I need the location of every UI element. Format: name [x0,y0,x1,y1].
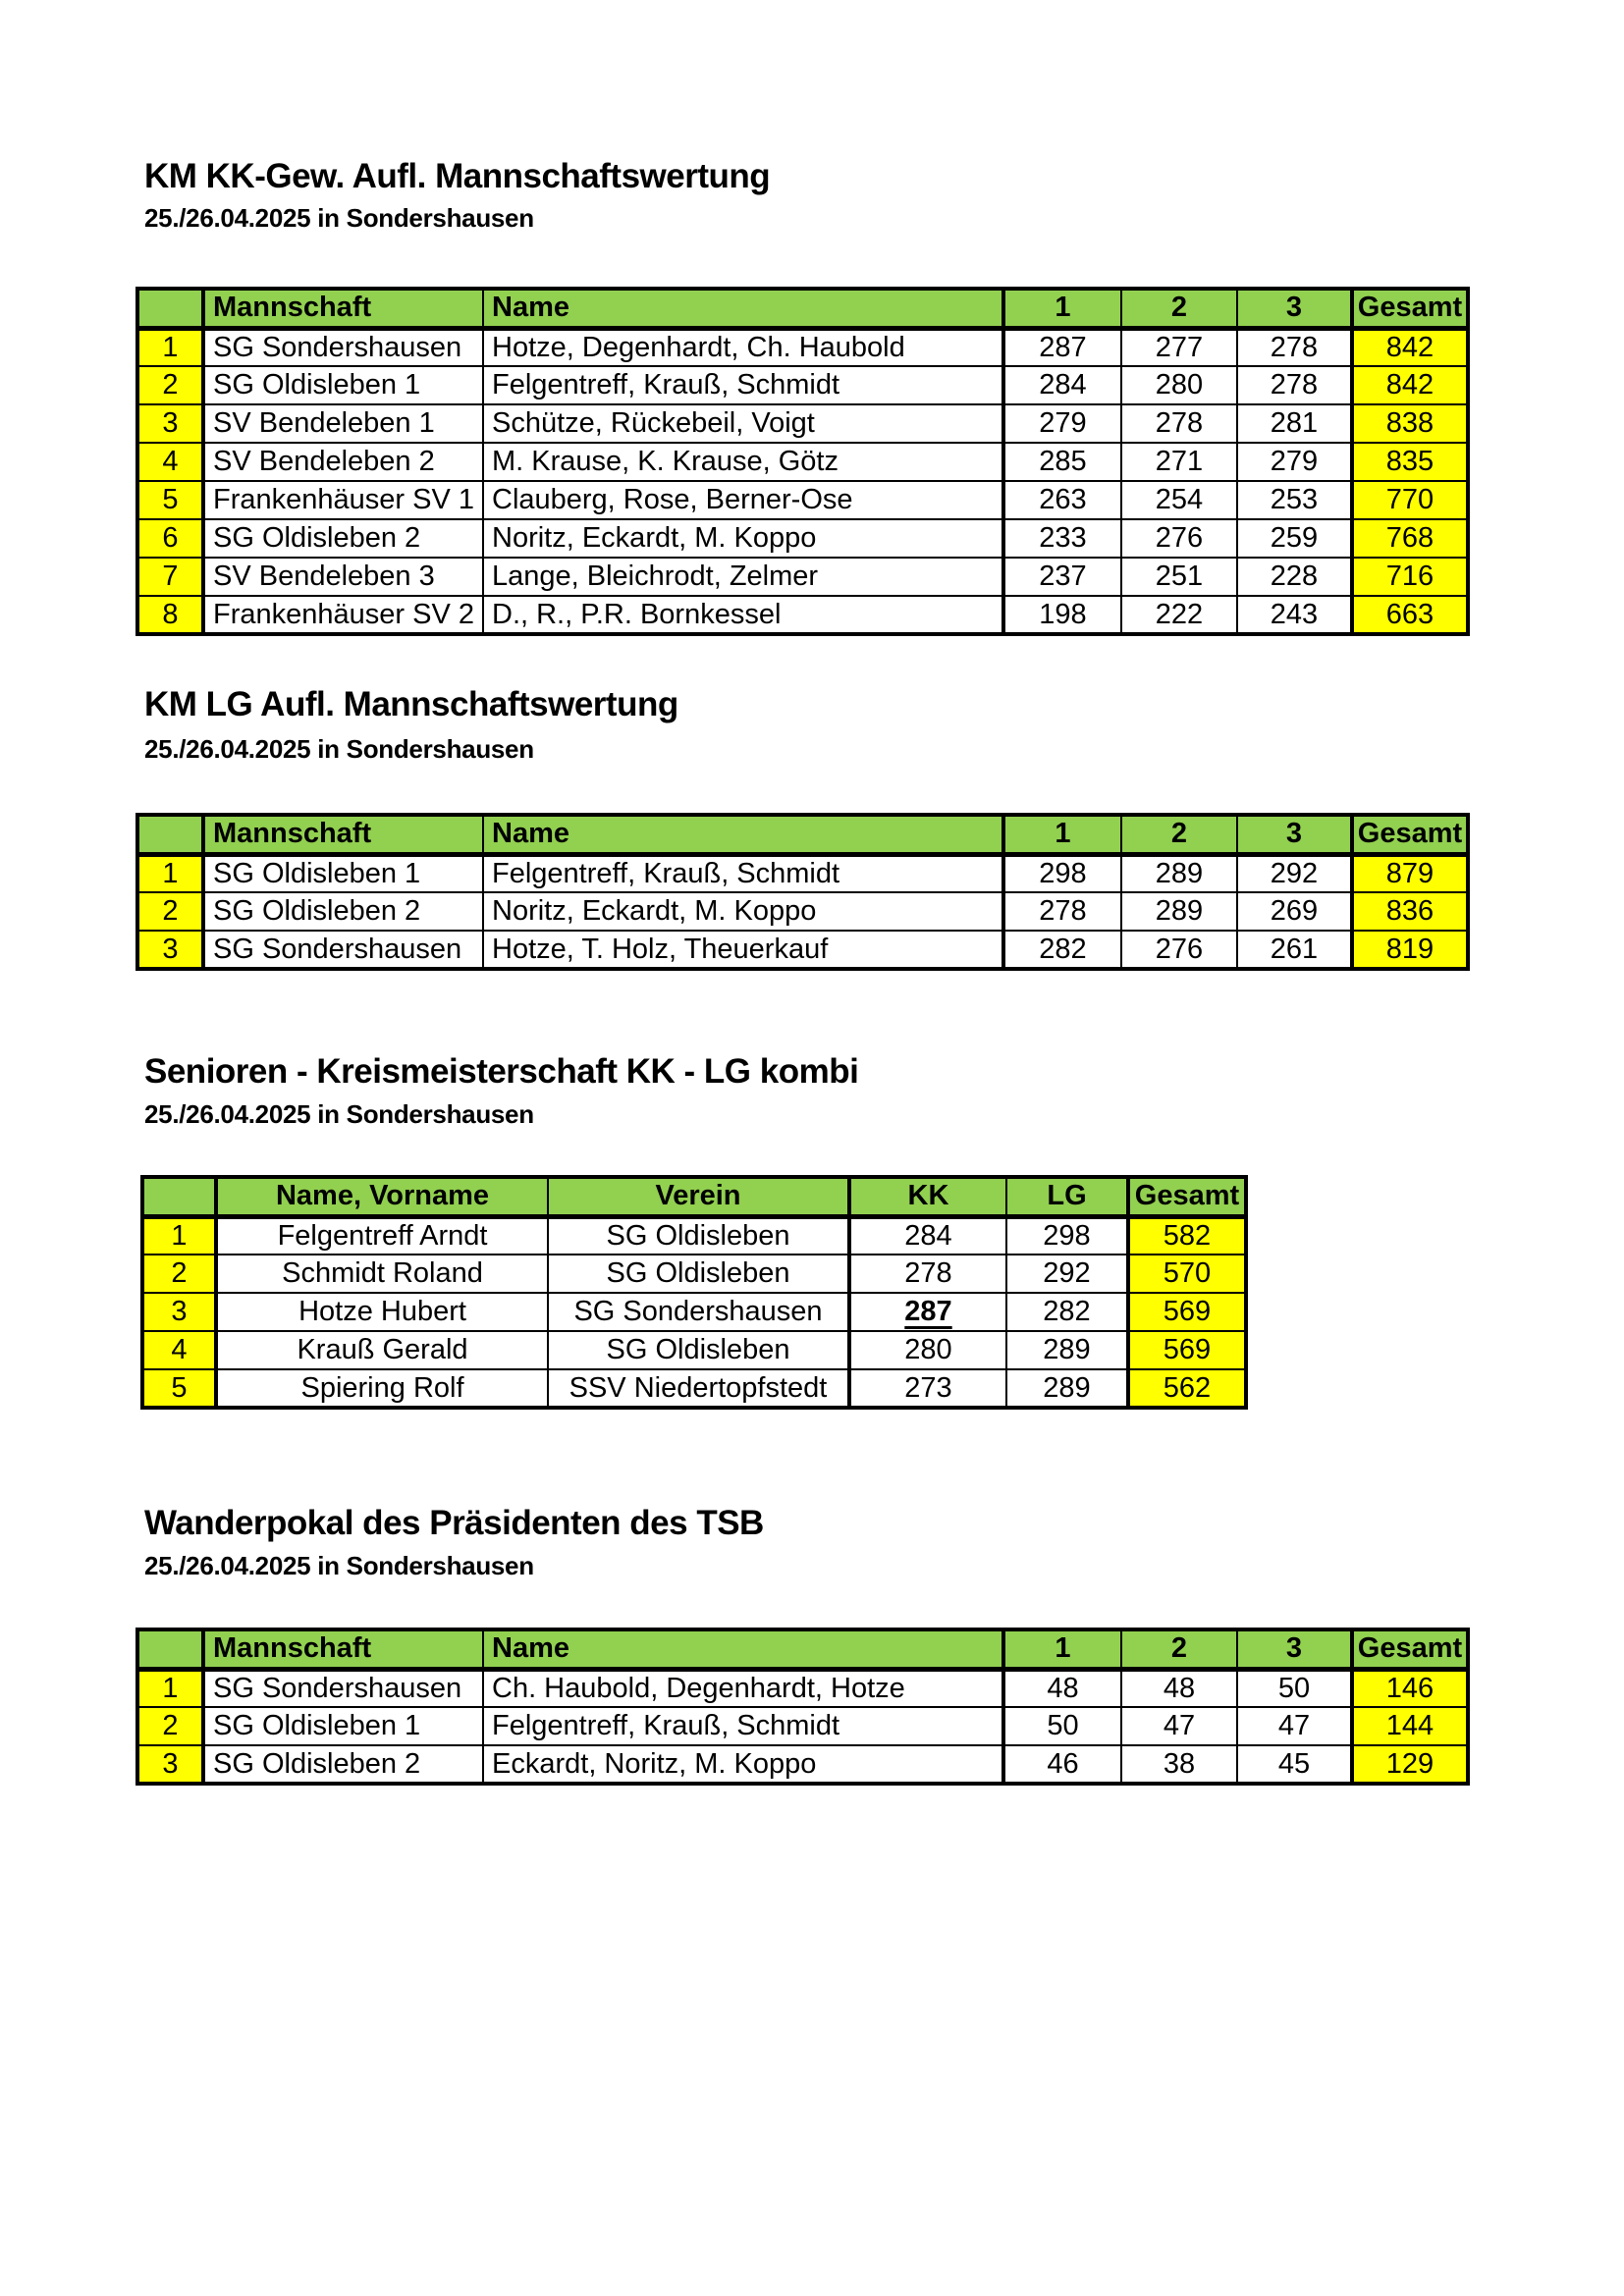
series3-cell: 278 [1237,366,1352,404]
section-subtitle-wanderpokal: 25./26.04.2025 in Sondershausen [144,1551,534,1580]
kk-cell: 280 [849,1331,1006,1369]
gesamt-header: Gesamt [1352,1629,1468,1669]
gesamt-cell: 144 [1352,1707,1468,1745]
rank-cell: 8 [137,596,203,634]
verein-cell: SSV Niedertopfstedt [548,1369,849,1408]
kk-header: KK [849,1177,1006,1216]
series2-cell: 38 [1121,1745,1237,1784]
series2-cell: 280 [1121,366,1237,404]
rank-cell: 4 [137,443,203,481]
name-cell: Noritz, Eckardt, M. Koppo [483,892,1003,931]
section-title-wanderpokal: Wanderpokal des Präsidenten des TSB [144,1504,764,1542]
mannschaft-cell: SG Oldisleben 2 [203,1745,483,1784]
gesamt-cell: 582 [1128,1216,1246,1255]
header-row [137,289,1468,328]
series3-cell: 243 [1237,596,1352,634]
gesamt-cell: 819 [1352,931,1468,969]
series1-cell: 287 [1003,328,1121,366]
kk-cell: 284 [849,1216,1006,1255]
table-km-kk-mannschaftswertung [135,287,1470,636]
gesamt-cell: 838 [1352,404,1468,443]
section-subtitle-senioren: 25./26.04.2025 in Sondershausen [144,1099,534,1129]
mannschaft-cell: SV Bendeleben 3 [203,558,483,596]
series2-cell: 254 [1121,481,1237,519]
name-cell: Schütze, Rückebeil, Voigt [483,404,1003,443]
rank-header [142,1177,216,1216]
series3-cell: 50 [1237,1669,1352,1707]
table-row [137,481,1468,519]
table-row [137,1669,1468,1707]
rank-cell: 3 [137,404,203,443]
series2-cell: 271 [1121,443,1237,481]
name-cell: Noritz, Eckardt, M. Koppo [483,519,1003,558]
table-row [142,1331,1246,1369]
name-vorname-cell: Hotze Hubert [216,1293,548,1331]
lg-cell: 289 [1006,1331,1128,1369]
verein-cell: SG Oldisleben [548,1331,849,1369]
mannschaft-cell: SV Bendeleben 2 [203,443,483,481]
kk-cell: 273 [849,1369,1006,1408]
verein-cell: SG Sondershausen [548,1293,849,1331]
table-row [142,1369,1246,1408]
name-cell: D., R., P.R. Bornkessel [483,596,1003,634]
series1-cell: 278 [1003,892,1121,931]
series3-cell: 281 [1237,404,1352,443]
series3-cell: 47 [1237,1707,1352,1745]
mannschaft-cell: SG Oldisleben 1 [203,366,483,404]
series2-cell: 277 [1121,328,1237,366]
series2-cell: 278 [1121,404,1237,443]
mannschaft-cell: SG Sondershausen [203,931,483,969]
section-subtitle-km-lg: 25./26.04.2025 in Sondershausen [144,734,534,764]
gesamt-cell: 663 [1352,596,1468,634]
section-subtitle-km-kk: 25./26.04.2025 in Sondershausen [144,203,534,233]
verein-cell: SG Oldisleben [548,1216,849,1255]
rank-header [137,289,203,328]
series1-cell: 48 [1003,1669,1121,1707]
series1-header: 1 [1003,1629,1121,1669]
series3-cell: 269 [1237,892,1352,931]
series2-cell: 251 [1121,558,1237,596]
table-row [137,328,1468,366]
section-title-km-lg: KM LG Aufl. Mannschaftswertung [144,685,678,723]
rank-cell: 6 [137,519,203,558]
series1-cell: 282 [1003,931,1121,969]
name-cell: Felgentreff, Krauß, Schmidt [483,854,1003,892]
table-wanderpokal [135,1628,1470,1786]
mannschaft-cell: SG Oldisleben 1 [203,1707,483,1745]
series1-cell: 279 [1003,404,1121,443]
series3-header: 3 [1237,815,1352,854]
name-header: Name [483,815,1003,854]
lg-cell: 282 [1006,1293,1128,1331]
table-row [137,519,1468,558]
table-row [137,366,1468,404]
rank-cell: 5 [142,1369,216,1408]
lg-cell: 292 [1006,1255,1128,1293]
gesamt-cell: 570 [1128,1255,1246,1293]
mannschaft-cell: SV Bendeleben 1 [203,404,483,443]
table-row [142,1216,1246,1255]
gesamt-cell: 836 [1352,892,1468,931]
mannschaft-cell: SG Oldisleben 1 [203,854,483,892]
table-row [137,892,1468,931]
series2-cell: 222 [1121,596,1237,634]
gesamt-cell: 835 [1352,443,1468,481]
series3-cell: 279 [1237,443,1352,481]
mannschaft-cell: Frankenhäuser SV 2 [203,596,483,634]
rank-cell: 2 [142,1255,216,1293]
gesamt-header: Gesamt [1352,815,1468,854]
series1-cell: 285 [1003,443,1121,481]
lg-cell: 298 [1006,1216,1128,1255]
name-cell: Lange, Bleichrodt, Zelmer [483,558,1003,596]
rank-cell: 3 [137,1745,203,1784]
name-cell: Hotze, T. Holz, Theuerkauf [483,931,1003,969]
table-row [137,443,1468,481]
gesamt-cell: 768 [1352,519,1468,558]
rank-cell: 2 [137,892,203,931]
series1-cell: 233 [1003,519,1121,558]
kk-cell: 287 [849,1293,1006,1331]
table-km-lg-mannschaftswertung [135,813,1470,971]
rank-cell: 2 [137,366,203,404]
verein-header: Verein [548,1177,849,1216]
rank-cell: 2 [137,1707,203,1745]
gesamt-cell: 879 [1352,854,1468,892]
name-vorname-cell: Schmidt Roland [216,1255,548,1293]
rank-header [137,815,203,854]
name-vorname-cell: Krauß Gerald [216,1331,548,1369]
mannschaft-cell: SG Sondershausen [203,1669,483,1707]
series2-cell: 47 [1121,1707,1237,1745]
section-title-km-kk: KM KK-Gew. Aufl. Mannschaftswertung [144,157,771,195]
series1-header: 1 [1003,289,1121,328]
series3-cell: 228 [1237,558,1352,596]
header-row [142,1177,1246,1216]
mannschaft-cell: SG Oldisleben 2 [203,519,483,558]
table-row [137,558,1468,596]
series2-cell: 289 [1121,854,1237,892]
series2-cell: 48 [1121,1669,1237,1707]
mannschaft-cell: Frankenhäuser SV 1 [203,481,483,519]
gesamt-cell: 562 [1128,1369,1246,1408]
series3-cell: 253 [1237,481,1352,519]
table-row [137,596,1468,634]
lg-header: LG [1006,1177,1128,1216]
table-row [137,404,1468,443]
table-row [137,1707,1468,1745]
table-senioren-kombi [140,1175,1248,1410]
name-header: Name [483,289,1003,328]
name-vorname-header: Name, Vorname [216,1177,548,1216]
header-row [137,1629,1468,1669]
rank-cell: 1 [137,328,203,366]
rank-cell: 7 [137,558,203,596]
name-cell: Felgentreff, Krauß, Schmidt [483,1707,1003,1745]
rank-cell: 1 [137,1669,203,1707]
series2-header: 2 [1121,1629,1237,1669]
kk-cell: 278 [849,1255,1006,1293]
table-row [137,1745,1468,1784]
series3-header: 3 [1237,289,1352,328]
rank-cell: 1 [142,1216,216,1255]
series3-cell: 292 [1237,854,1352,892]
name-cell: Clauberg, Rose, Berner-Ose [483,481,1003,519]
series2-header: 2 [1121,289,1237,328]
table-row [137,854,1468,892]
gesamt-cell: 842 [1352,328,1468,366]
rank-cell: 5 [137,481,203,519]
gesamt-header: Gesamt [1128,1177,1246,1216]
series1-header: 1 [1003,815,1121,854]
series1-cell: 198 [1003,596,1121,634]
series3-cell: 278 [1237,328,1352,366]
series3-cell: 261 [1237,931,1352,969]
series3-header: 3 [1237,1629,1352,1669]
table-row [137,931,1468,969]
series2-header: 2 [1121,815,1237,854]
gesamt-cell: 716 [1352,558,1468,596]
series2-cell: 276 [1121,931,1237,969]
table-row [142,1293,1246,1331]
mannschaft-header: Mannschaft [203,815,483,854]
gesamt-cell: 770 [1352,481,1468,519]
name-header: Name [483,1629,1003,1669]
series2-cell: 276 [1121,519,1237,558]
series1-cell: 46 [1003,1745,1121,1784]
series1-cell: 237 [1003,558,1121,596]
name-cell: M. Krause, K. Krause, Götz [483,443,1003,481]
gesamt-cell: 569 [1128,1331,1246,1369]
series1-cell: 284 [1003,366,1121,404]
lg-cell: 289 [1006,1369,1128,1408]
mannschaft-header: Mannschaft [203,1629,483,1669]
series3-cell: 259 [1237,519,1352,558]
series1-cell: 298 [1003,854,1121,892]
name-vorname-cell: Felgentreff Arndt [216,1216,548,1255]
rank-cell: 3 [137,931,203,969]
name-cell: Felgentreff, Krauß, Schmidt [483,366,1003,404]
name-cell: Hotze, Degenhardt, Ch. Haubold [483,328,1003,366]
mannschaft-header: Mannschaft [203,289,483,328]
name-vorname-cell: Spiering Rolf [216,1369,548,1408]
gesamt-cell: 146 [1352,1669,1468,1707]
series1-cell: 263 [1003,481,1121,519]
rank-cell: 1 [137,854,203,892]
rank-header [137,1629,203,1669]
series3-cell: 45 [1237,1745,1352,1784]
gesamt-cell: 842 [1352,366,1468,404]
gesamt-cell: 569 [1128,1293,1246,1331]
gesamt-header: Gesamt [1352,289,1468,328]
name-cell: Ch. Haubold, Degenhardt, Hotze [483,1669,1003,1707]
series1-cell: 50 [1003,1707,1121,1745]
rank-cell: 3 [142,1293,216,1331]
rank-cell: 4 [142,1331,216,1369]
header-row [137,815,1468,854]
table-row [142,1255,1246,1293]
mannschaft-cell: SG Oldisleben 2 [203,892,483,931]
name-cell: Eckardt, Noritz, M. Koppo [483,1745,1003,1784]
series2-cell: 289 [1121,892,1237,931]
verein-cell: SG Oldisleben [548,1255,849,1293]
gesamt-cell: 129 [1352,1745,1468,1784]
section-title-senioren: Senioren - Kreismeisterschaft KK - LG kombi [144,1052,859,1091]
mannschaft-cell: SG Sondershausen [203,328,483,366]
